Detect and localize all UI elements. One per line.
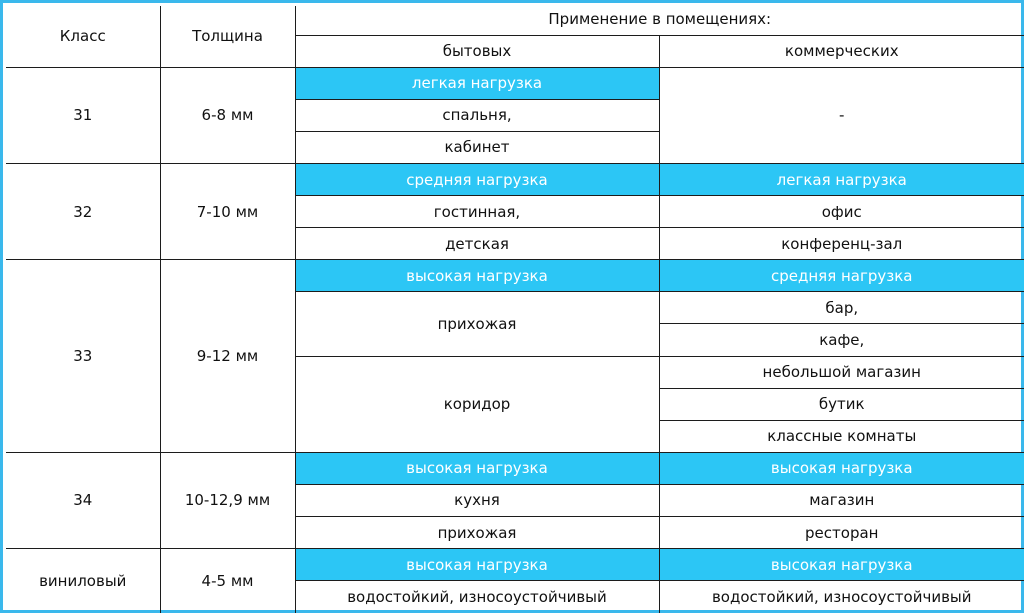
thickness-vinyl: 4-5 мм <box>160 549 295 613</box>
thickness-33: 9-12 мм <box>160 260 295 453</box>
header-class: Класс <box>6 6 160 67</box>
header-usage: Применение в помещениях: <box>295 6 1024 35</box>
class-33: 33 <box>6 260 160 453</box>
load-household-31: легкая нагрузка <box>295 67 659 99</box>
room-commercial-vinyl: водостойкий, износоустойчивый <box>659 581 1024 613</box>
header-commercial: коммерческих <box>659 35 1024 67</box>
class-vinyl: виниловый <box>6 549 160 613</box>
room-commercial-33-3: небольшой магазин <box>659 356 1024 388</box>
load-household-33: высокая нагрузка <box>295 260 659 292</box>
class-31: 31 <box>6 67 160 163</box>
room-household-vinyl: водостойкий, износоустойчивый <box>295 581 659 613</box>
thickness-34: 10-12,9 мм <box>160 452 295 548</box>
load-commercial-34: высокая нагрузка <box>659 452 1024 484</box>
class-34: 34 <box>6 452 160 548</box>
room-household-32-2: детская <box>295 228 659 260</box>
load-commercial-33: средняя нагрузка <box>659 260 1024 292</box>
room-commercial-33-4: бутик <box>659 388 1024 420</box>
room-commercial-34-1: магазин <box>659 484 1024 516</box>
room-household-34-2: прихожая <box>295 517 659 549</box>
load-household-vinyl: высокая нагрузка <box>295 549 659 581</box>
thickness-32: 7-10 мм <box>160 163 295 259</box>
load-household-32: средняя нагрузка <box>295 163 659 195</box>
load-household-34: высокая нагрузка <box>295 452 659 484</box>
room-commercial-34-2: ресторан <box>659 517 1024 549</box>
header-household: бытовых <box>295 35 659 67</box>
room-household-33-2: коридор <box>295 356 659 452</box>
load-commercial-32: легкая нагрузка <box>659 163 1024 195</box>
room-household-31-1: спальня, <box>295 99 659 131</box>
load-commercial-vinyl: высокая нагрузка <box>659 549 1024 581</box>
class-32: 32 <box>6 163 160 259</box>
room-commercial-33-2: кафе, <box>659 324 1024 356</box>
room-commercial-33-1: бар, <box>659 292 1024 324</box>
thickness-31: 6-8 мм <box>160 67 295 163</box>
laminate-class-table <box>6 6 1024 613</box>
room-household-33-1: прихожая <box>295 292 659 356</box>
room-household-34-1: кухня <box>295 484 659 516</box>
header-thickness: Толщина <box>160 6 295 67</box>
room-commercial-33-5: классные комнаты <box>659 420 1024 452</box>
room-household-31-2: кабинет <box>295 131 659 163</box>
room-commercial-32-2: конференц-зал <box>659 228 1024 260</box>
commercial-31: - <box>659 67 1024 163</box>
room-commercial-32-1: офис <box>659 196 1024 228</box>
room-household-32-1: гостинная, <box>295 196 659 228</box>
